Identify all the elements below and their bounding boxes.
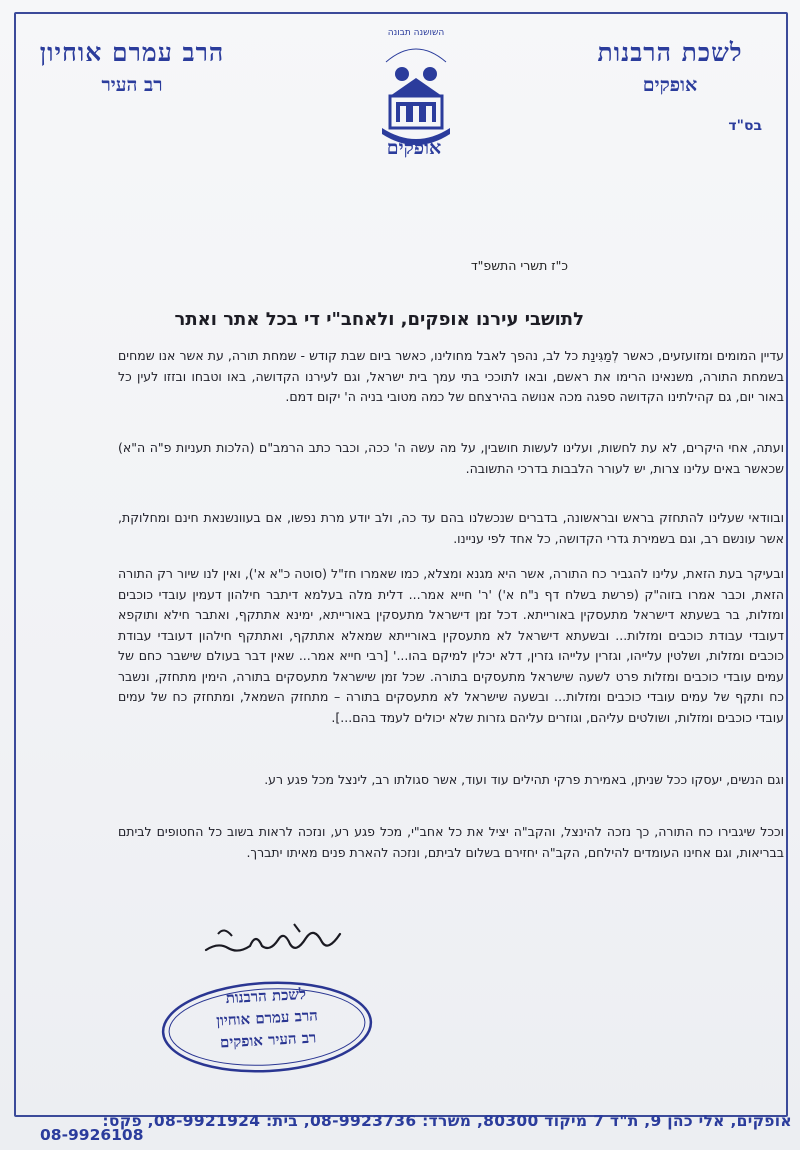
paragraph-3: ובוודאי שעלינו להתחזק בראש ובראשונה, בדברים שנכשלנו בהם עד כה, ולב יודע מרת נפשו, אם בעוונשנאת חינם ומחלוקת, אשר עונשם רב, וגם בשמירת גדרי הקדושה, כל אחד לפי עניינו.	[118, 510, 784, 546]
rabbi-name: הרב עמרם אוחיון	[39, 38, 225, 67]
paragraph-1: עדיין המומים ומזועזעים, כאשר לְמַגִּינַת כל לב, נהפך לאבל מחולינו, כאשר ביום שבת קודש - שמחת תורה, עת אשר אנו שמחים בשמחת התורה, משנאינו הרימו את ראשם, ובאו לתוככי בתי עמך בית ישראל, וגם לעירנו הקדושה, באו וטבחו ובזזו לעין כל באור יום, גם קהילתינו הקדושה ספגה מכה אנושה בהירצחם של כמה מטובי בניה ה' יקום דמם.	[118, 348, 784, 404]
letterhead-left	[22, 38, 242, 97]
handwritten-signature	[198, 912, 348, 962]
stamp-line-3: רב העיר אופקים	[219, 1028, 317, 1052]
paragraph-2: ועתה, אחי היקרים, לא עת לחשות, ועלינו לעשות חושבין, על מה עשה ה' ככה, וכבר כתב הרמב"ם (הלכות תעניות פ"ה ה"א) שכאשר באים עלינו צרות, יש לעורר הלבבות בדרכי התשובה.	[118, 440, 784, 476]
letter-date: כ"ז תשרי התשפ"ד	[470, 258, 568, 273]
bsd-mark: בס"ד	[728, 118, 762, 134]
city-name: אופקים	[642, 74, 698, 96]
stamp-text	[174, 980, 359, 1055]
letterhead-right	[570, 38, 770, 97]
paragraph-5: וגם הנשים, יעסקו ככל שניתן, באמירת פרקי תהילים עוד ועוד, אשר סגולתו רב, לינצל מכל פגע רע.	[264, 772, 784, 787]
rabbi-title: רב העיר	[101, 74, 163, 96]
footer-contact: אופקים, אלי כהן 9, ת"ד 7 מיקוד 80300, משרד: 08-9923736, בית: 08-9921924, פקס:	[102, 1112, 792, 1130]
emblem-arc-text: השושנה תבונה	[387, 28, 445, 38]
emblem-caption: אופקים	[386, 137, 442, 159]
paragraph-4: ובעיקר בעת הזאת, עלינו להגביר כח התורה, אשר היא מגנא ומצלא, כמו שאמרו חז"ל (סוטה כ"א א'), ואין לנו שיור רק התורה הזאת, וכבר אמרו בזוה"ק (פרשת בשלח דף נ"ח א') 'ר' חייא אמר... דלית מלה בעלמא דיתבר חילהון דעמין עובדי כוכבים ומזלות, בר בשעתא דישראל מתעסקין באורייתא. דכל זמן דישראל מתעסקין באורייתא, ימינא אתתקף, ואתבר חילא ותוקפא דעובדי עבודת כוכבים ומזלות... ובשעתא דישראל לא מתעסקין באורייתא שמאלא אתתקף, ואתתקף חילהון דעובדי עבודת כוכבים ומזלות, ושלטין עלייהו, וגזרין עלייהו גזרין, דלא יכלין למיקם בהו...' [רבי חייא אמר... שאין דבר בעולם שישבר כחם של עמים עובדי כוכבים ומזלות פרט לשעה שישראל מתעסקים בתורה. שכל זמן שישראל מתעסקים בתורה, הימין מתחזק, ונשבר כח ותקף של עמים עובדי כוכבים ומזלות... ובשעה שישראל לא מתעסקים בתורה – מתחזק השמאל, ומתחזק כח של עמים עובדי כוכבים ומזלות, ושולטים עליהם, וגוזרים עליהם גזרות שלא יכולים לעמד בהם...].	[118, 566, 784, 725]
rabbinate-office-title: לשכת הרבנות	[597, 38, 743, 67]
stamp-line-1: לשכת הרבנות	[225, 984, 307, 1008]
letter-title: לתושבי עירנו אופקים, ולאחב"י די בכל אתר ואתר	[174, 309, 584, 330]
stamp-line-2: הרב עמרם אוחיון	[215, 1006, 319, 1030]
footer-fax: 08-9926108	[40, 1126, 144, 1144]
paragraph-6: וככל שיגבירו כח התורה, כך נזכה להינצל, והקב"ה יציל את כל אחב"י, מכל פגע רע, ונזכה לראות בשוב כל החטופים לביתם בבריאות, וגם אחינו העומדים להילחם, הקב"ה יחזירם בשלום לביתם, ונזכה להארת פנים מאיתו יתברך.	[118, 824, 784, 860]
